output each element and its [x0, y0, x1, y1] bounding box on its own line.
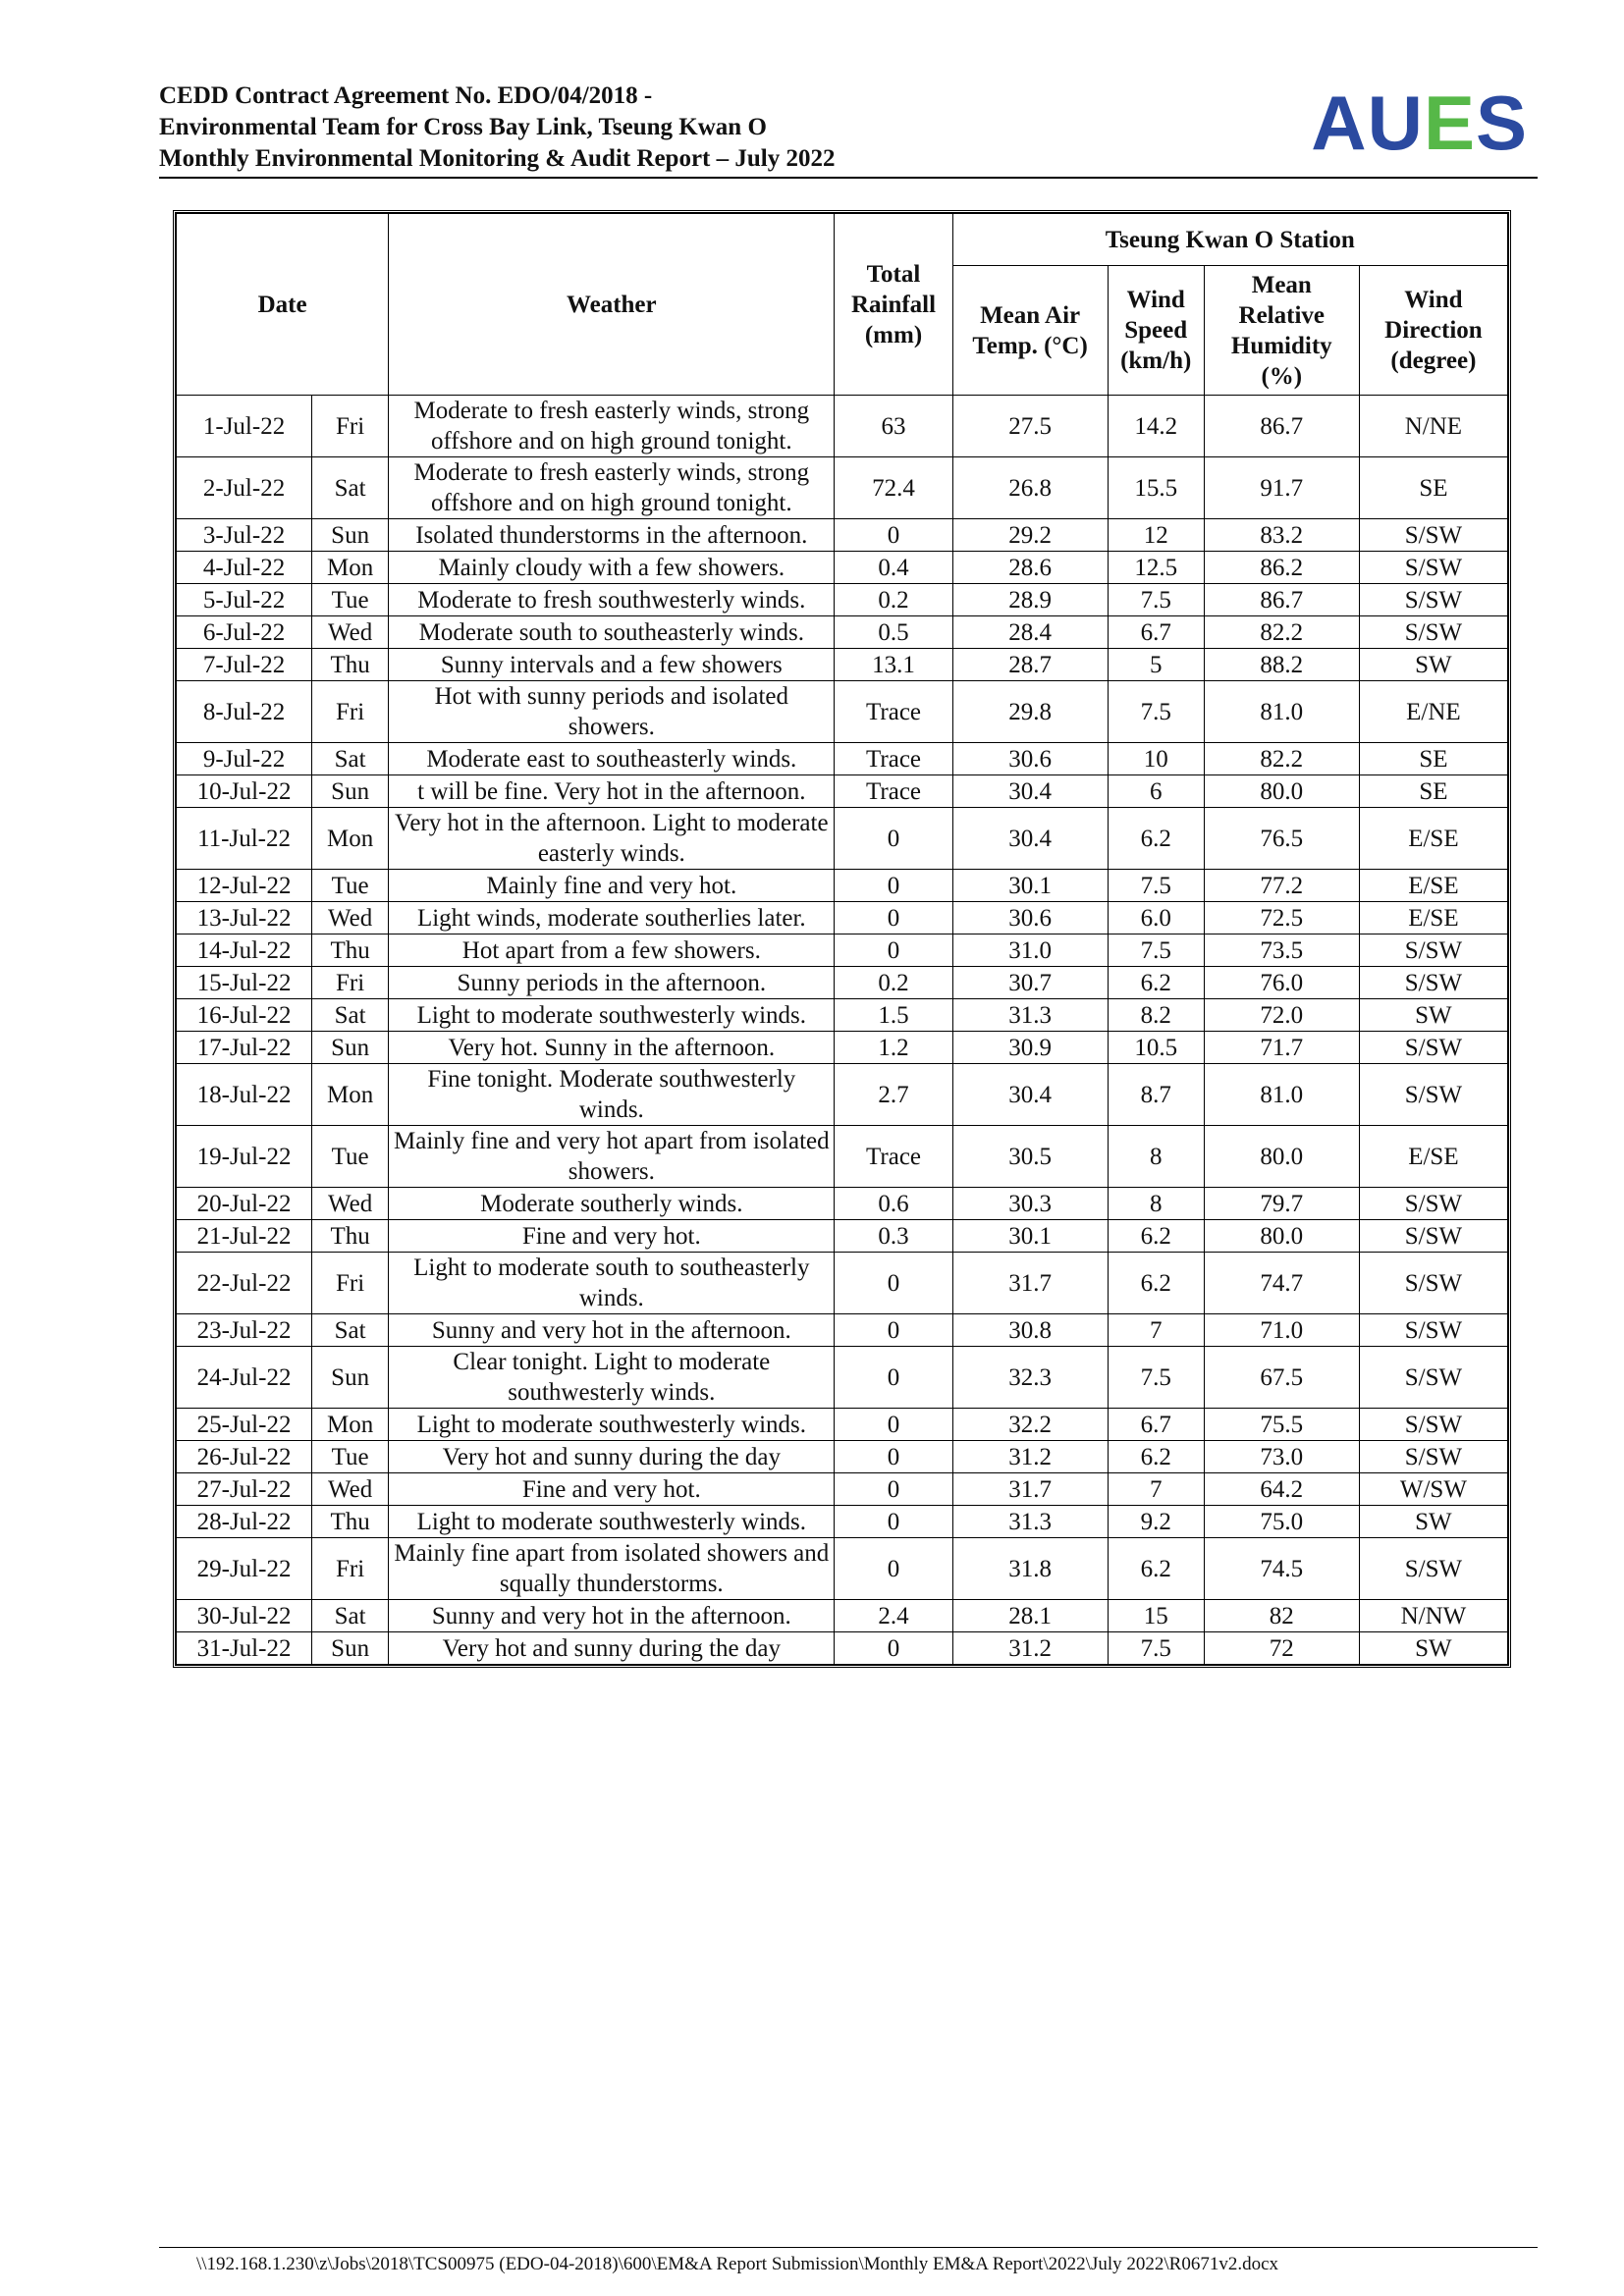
table-row — [177, 967, 1508, 999]
cell-rainfall: 2.7 — [835, 1064, 952, 1126]
cell-wind-speed: 7.5 — [1108, 1347, 1204, 1409]
table-row — [177, 1538, 1508, 1600]
cell-wind-direction: S/SW — [1359, 1253, 1507, 1314]
cell-day: Thu — [312, 649, 389, 681]
cell-rainfall: 13.1 — [835, 649, 952, 681]
header-rainfall: Total Rainfall (mm) — [835, 214, 952, 396]
table-row — [177, 902, 1508, 934]
cell-temp: 30.1 — [952, 1220, 1108, 1253]
cell-humidity: 76.5 — [1204, 808, 1359, 870]
cell-day: Sun — [312, 775, 389, 808]
cell-weather: Moderate to fresh easterly winds, strong offshore and on high ground tonight. — [389, 457, 835, 519]
header-title-block — [159, 80, 835, 175]
table-row — [177, 934, 1508, 967]
cell-date: 5-Jul-22 — [177, 584, 312, 616]
cell-wind-direction: S/SW — [1359, 1032, 1507, 1064]
cell-date: 12-Jul-22 — [177, 870, 312, 902]
cell-rainfall: 1.2 — [835, 1032, 952, 1064]
table-row — [177, 808, 1508, 870]
cell-temp: 31.3 — [952, 999, 1108, 1032]
cell-wind-direction: S/SW — [1359, 552, 1507, 584]
cell-wind-speed: 10.5 — [1108, 1032, 1204, 1064]
cell-rainfall: 0.2 — [835, 967, 952, 999]
cell-wind-direction: SW — [1359, 999, 1507, 1032]
cell-wind-direction: N/NE — [1359, 396, 1507, 457]
cell-humidity: 91.7 — [1204, 457, 1359, 519]
table-row — [177, 1347, 1508, 1409]
cell-wind-speed: 10 — [1108, 743, 1204, 775]
cell-rainfall: 63 — [835, 396, 952, 457]
cell-day: Wed — [312, 1473, 389, 1506]
cell-temp: 30.7 — [952, 967, 1108, 999]
cell-rainfall: 1.5 — [835, 999, 952, 1032]
cell-rainfall: 0.2 — [835, 584, 952, 616]
cell-day: Mon — [312, 552, 389, 584]
cell-day: Mon — [312, 808, 389, 870]
cell-rainfall: 0 — [835, 1347, 952, 1409]
cell-date: 2-Jul-22 — [177, 457, 312, 519]
table-row — [177, 1220, 1508, 1253]
cell-rainfall: 0.5 — [835, 616, 952, 649]
cell-day: Sun — [312, 519, 389, 552]
cell-weather: Mainly cloudy with a few showers. — [389, 552, 835, 584]
cell-day: Sat — [312, 1314, 389, 1347]
cell-humidity: 74.5 — [1204, 1538, 1359, 1600]
cell-day: Wed — [312, 902, 389, 934]
report-header — [159, 80, 1538, 179]
cell-rainfall: Trace — [835, 775, 952, 808]
table-row — [177, 396, 1508, 457]
cell-humidity: 81.0 — [1204, 681, 1359, 743]
cell-wind-direction: E/SE — [1359, 1126, 1507, 1188]
table-row — [177, 1064, 1508, 1126]
cell-wind-direction: S/SW — [1359, 1188, 1507, 1220]
cell-humidity: 71.0 — [1204, 1314, 1359, 1347]
table-body — [177, 396, 1508, 1665]
cell-rainfall: 0 — [835, 1441, 952, 1473]
cell-rainfall: 0 — [835, 1253, 952, 1314]
cell-date: 22-Jul-22 — [177, 1253, 312, 1314]
header-humidity: Mean Relative Humidity (%) — [1204, 266, 1359, 396]
cell-weather: Fine tonight. Moderate southwesterly winds. — [389, 1064, 835, 1126]
cell-day: Sat — [312, 999, 389, 1032]
cell-day: Wed — [312, 1188, 389, 1220]
cell-temp: 30.6 — [952, 743, 1108, 775]
cell-date: 9-Jul-22 — [177, 743, 312, 775]
cell-wind-speed: 7.5 — [1108, 934, 1204, 967]
cell-wind-speed: 6.7 — [1108, 1409, 1204, 1441]
cell-weather: Sunny and very hot in the afternoon. — [389, 1314, 835, 1347]
cell-weather: Mainly fine and very hot. — [389, 870, 835, 902]
cell-date: 25-Jul-22 — [177, 1409, 312, 1441]
cell-wind-speed: 6.0 — [1108, 902, 1204, 934]
cell-date: 26-Jul-22 — [177, 1441, 312, 1473]
cell-date: 24-Jul-22 — [177, 1347, 312, 1409]
cell-wind-speed: 7.5 — [1108, 1632, 1204, 1665]
table-row — [177, 552, 1508, 584]
cell-humidity: 73.5 — [1204, 934, 1359, 967]
cell-temp: 31.3 — [952, 1506, 1108, 1538]
cell-rainfall: 0 — [835, 1314, 952, 1347]
cell-wind-direction: SW — [1359, 649, 1507, 681]
cell-humidity: 82.2 — [1204, 743, 1359, 775]
cell-wind-direction: S/SW — [1359, 1409, 1507, 1441]
cell-day: Tue — [312, 870, 389, 902]
cell-wind-speed: 6.2 — [1108, 1441, 1204, 1473]
table-row — [177, 870, 1508, 902]
header-wind-direction: Wind Direction (degree) — [1359, 266, 1507, 396]
cell-day: Mon — [312, 1064, 389, 1126]
cell-wind-direction: S/SW — [1359, 1064, 1507, 1126]
cell-wind-direction: S/SW — [1359, 934, 1507, 967]
table-row — [177, 1409, 1508, 1441]
cell-wind-speed: 15.5 — [1108, 457, 1204, 519]
cell-rainfall: 0 — [835, 934, 952, 967]
cell-wind-direction: N/NW — [1359, 1600, 1507, 1632]
table-row — [177, 1188, 1508, 1220]
cell-date: 27-Jul-22 — [177, 1473, 312, 1506]
cell-humidity: 72.0 — [1204, 999, 1359, 1032]
cell-temp: 29.2 — [952, 519, 1108, 552]
cell-wind-speed: 7.5 — [1108, 870, 1204, 902]
cell-wind-speed: 6.7 — [1108, 616, 1204, 649]
cell-day: Thu — [312, 1506, 389, 1538]
cell-date: 17-Jul-22 — [177, 1032, 312, 1064]
cell-rainfall: 0.4 — [835, 552, 952, 584]
cell-weather: Fine and very hot. — [389, 1473, 835, 1506]
cell-day: Mon — [312, 1409, 389, 1441]
cell-weather: Very hot in the afternoon. Light to moderate easterly winds. — [389, 808, 835, 870]
table-row — [177, 1632, 1508, 1665]
cell-humidity: 82 — [1204, 1600, 1359, 1632]
cell-temp: 30.1 — [952, 870, 1108, 902]
cell-weather: Light to moderate southwesterly winds. — [389, 1506, 835, 1538]
cell-rainfall: 0 — [835, 870, 952, 902]
cell-day: Wed — [312, 616, 389, 649]
cell-wind-speed: 14.2 — [1108, 396, 1204, 457]
cell-weather: Light to moderate south to southeasterly winds. — [389, 1253, 835, 1314]
cell-rainfall: 2.4 — [835, 1600, 952, 1632]
cell-date: 18-Jul-22 — [177, 1064, 312, 1126]
cell-date: 28-Jul-22 — [177, 1506, 312, 1538]
cell-weather: Hot apart from a few showers. — [389, 934, 835, 967]
cell-wind-speed: 8 — [1108, 1126, 1204, 1188]
cell-weather: Very hot and sunny during the day — [389, 1441, 835, 1473]
cell-wind-speed: 6.2 — [1108, 1220, 1204, 1253]
cell-date: 23-Jul-22 — [177, 1314, 312, 1347]
table-row — [177, 457, 1508, 519]
cell-temp: 31.2 — [952, 1632, 1108, 1665]
cell-date: 1-Jul-22 — [177, 396, 312, 457]
cell-humidity: 72.5 — [1204, 902, 1359, 934]
cell-day: Thu — [312, 934, 389, 967]
cell-date: 19-Jul-22 — [177, 1126, 312, 1188]
header-line-3: Monthly Environmental Monitoring & Audit Report – July 2022 — [159, 145, 836, 172]
cell-date: 21-Jul-22 — [177, 1220, 312, 1253]
cell-date: 8-Jul-22 — [177, 681, 312, 743]
cell-wind-speed: 15 — [1108, 1600, 1204, 1632]
cell-day: Tue — [312, 1126, 389, 1188]
cell-date: 30-Jul-22 — [177, 1600, 312, 1632]
cell-temp: 29.8 — [952, 681, 1108, 743]
cell-wind-speed: 6.2 — [1108, 967, 1204, 999]
table-row — [177, 519, 1508, 552]
cell-rainfall: 0 — [835, 808, 952, 870]
cell-wind-direction: W/SW — [1359, 1473, 1507, 1506]
table-row — [177, 681, 1508, 743]
cell-temp: 30.9 — [952, 1032, 1108, 1064]
footer-divider — [159, 2247, 1538, 2248]
cell-temp: 30.6 — [952, 902, 1108, 934]
cell-humidity: 76.0 — [1204, 967, 1359, 999]
cell-weather: Moderate east to southeasterly winds. — [389, 743, 835, 775]
cell-weather: Isolated thunderstorms in the afternoon. — [389, 519, 835, 552]
table-row — [177, 616, 1508, 649]
cell-temp: 30.8 — [952, 1314, 1108, 1347]
cell-weather: Sunny and very hot in the afternoon. — [389, 1600, 835, 1632]
cell-humidity: 80.0 — [1204, 1126, 1359, 1188]
header-line-1: CEDD Contract Agreement No. EDO/04/2018 - — [159, 82, 653, 109]
footer-file-path: \\192.168.1.230\z\Jobs\2018\TCS00975 (EDO-04-2018)\600\EM&A Report Submission\Monthly EM&A Report\2022\July 2022\R0671v2.docx — [196, 2254, 1279, 2274]
cell-temp: 31.8 — [952, 1538, 1108, 1600]
cell-wind-direction: E/SE — [1359, 808, 1507, 870]
cell-weather: Moderate to fresh easterly winds, strong offshore and on high ground tonight. — [389, 396, 835, 457]
cell-wind-speed: 6.2 — [1108, 808, 1204, 870]
cell-day: Sat — [312, 743, 389, 775]
cell-wind-direction: SE — [1359, 743, 1507, 775]
cell-temp: 26.8 — [952, 457, 1108, 519]
cell-weather: Clear tonight. Light to moderate southwesterly winds. — [389, 1347, 835, 1409]
table-row — [177, 1032, 1508, 1064]
cell-weather: Mainly fine and very hot apart from isolated showers. — [389, 1126, 835, 1188]
table-row — [177, 649, 1508, 681]
cell-temp: 31.7 — [952, 1253, 1108, 1314]
cell-weather: Light winds, moderate southerlies later. — [389, 902, 835, 934]
cell-date: 31-Jul-22 — [177, 1632, 312, 1665]
table-row — [177, 1126, 1508, 1188]
cell-wind-speed: 7.5 — [1108, 681, 1204, 743]
cell-wind-speed: 8.7 — [1108, 1064, 1204, 1126]
cell-day: Sun — [312, 1347, 389, 1409]
header-date: Date — [177, 214, 389, 396]
cell-wind-speed: 9.2 — [1108, 1506, 1204, 1538]
cell-temp: 30.5 — [952, 1126, 1108, 1188]
weather-table — [176, 213, 1508, 1665]
cell-date: 10-Jul-22 — [177, 775, 312, 808]
cell-temp: 30.4 — [952, 808, 1108, 870]
cell-humidity: 71.7 — [1204, 1032, 1359, 1064]
cell-temp: 31.0 — [952, 934, 1108, 967]
cell-weather: Light to moderate southwesterly winds. — [389, 1409, 835, 1441]
weather-table-frame — [173, 210, 1511, 1668]
cell-rainfall: Trace — [835, 1126, 952, 1188]
cell-date: 16-Jul-22 — [177, 999, 312, 1032]
cell-humidity: 81.0 — [1204, 1064, 1359, 1126]
cell-temp: 32.2 — [952, 1409, 1108, 1441]
cell-date: 20-Jul-22 — [177, 1188, 312, 1220]
table-row — [177, 1506, 1508, 1538]
cell-rainfall: 0 — [835, 1632, 952, 1665]
cell-weather: Mainly fine apart from isolated showers and squally thunderstorms. — [389, 1538, 835, 1600]
cell-wind-speed: 6.2 — [1108, 1538, 1204, 1600]
cell-temp: 30.4 — [952, 1064, 1108, 1126]
cell-humidity: 67.5 — [1204, 1347, 1359, 1409]
cell-date: 3-Jul-22 — [177, 519, 312, 552]
cell-weather: Hot with sunny periods and isolated showers. — [389, 681, 835, 743]
cell-rainfall: 0.3 — [835, 1220, 952, 1253]
cell-humidity: 75.0 — [1204, 1506, 1359, 1538]
cell-rainfall: 0 — [835, 902, 952, 934]
cell-day: Fri — [312, 681, 389, 743]
cell-rainfall: 0 — [835, 1409, 952, 1441]
cell-humidity: 74.7 — [1204, 1253, 1359, 1314]
cell-temp: 30.4 — [952, 775, 1108, 808]
cell-day: Sat — [312, 457, 389, 519]
cell-date: 14-Jul-22 — [177, 934, 312, 967]
cell-humidity: 77.2 — [1204, 870, 1359, 902]
cell-wind-speed: 5 — [1108, 649, 1204, 681]
cell-rainfall: 0.6 — [835, 1188, 952, 1220]
cell-temp: 28.6 — [952, 552, 1108, 584]
cell-day: Sun — [312, 1632, 389, 1665]
cell-wind-direction: S/SW — [1359, 519, 1507, 552]
cell-day: Fri — [312, 396, 389, 457]
cell-wind-direction: S/SW — [1359, 967, 1507, 999]
header-station: Tseung Kwan O Station — [952, 214, 1507, 266]
cell-wind-direction: SW — [1359, 1506, 1507, 1538]
cell-day: Fri — [312, 1538, 389, 1600]
cell-wind-speed: 6.2 — [1108, 1253, 1204, 1314]
cell-temp: 28.1 — [952, 1600, 1108, 1632]
cell-humidity: 80.0 — [1204, 1220, 1359, 1253]
cell-weather: Very hot and sunny during the day — [389, 1632, 835, 1665]
cell-day: Tue — [312, 1441, 389, 1473]
cell-wind-direction: E/NE — [1359, 681, 1507, 743]
cell-temp: 31.7 — [952, 1473, 1108, 1506]
cell-wind-speed: 8 — [1108, 1188, 1204, 1220]
cell-wind-speed: 12.5 — [1108, 552, 1204, 584]
cell-weather: Moderate to fresh southwesterly winds. — [389, 584, 835, 616]
table-row — [177, 775, 1508, 808]
cell-temp: 30.3 — [952, 1188, 1108, 1220]
cell-humidity: 79.7 — [1204, 1188, 1359, 1220]
cell-day: Sun — [312, 1032, 389, 1064]
cell-temp: 28.7 — [952, 649, 1108, 681]
header-temp: Mean Air Temp. (°C) — [952, 266, 1108, 396]
cell-wind-speed: 7.5 — [1108, 584, 1204, 616]
cell-wind-speed: 6 — [1108, 775, 1204, 808]
cell-rainfall: Trace — [835, 743, 952, 775]
cell-temp: 28.9 — [952, 584, 1108, 616]
cell-weather: Sunny periods in the afternoon. — [389, 967, 835, 999]
cell-date: 29-Jul-22 — [177, 1538, 312, 1600]
cell-weather: Light to moderate southwesterly winds. — [389, 999, 835, 1032]
cell-day: Fri — [312, 1253, 389, 1314]
cell-weather: t will be fine. Very hot in the afternoon. — [389, 775, 835, 808]
table-row — [177, 999, 1508, 1032]
cell-humidity: 86.7 — [1204, 584, 1359, 616]
cell-wind-direction: S/SW — [1359, 1220, 1507, 1253]
cell-humidity: 72 — [1204, 1632, 1359, 1665]
cell-humidity: 86.2 — [1204, 552, 1359, 584]
cell-wind-direction: S/SW — [1359, 1347, 1507, 1409]
cell-wind-direction: SW — [1359, 1632, 1507, 1665]
table-row — [177, 1314, 1508, 1347]
cell-wind-direction: S/SW — [1359, 1538, 1507, 1600]
cell-wind-speed: 8.2 — [1108, 999, 1204, 1032]
cell-temp: 32.3 — [952, 1347, 1108, 1409]
cell-wind-direction: SE — [1359, 775, 1507, 808]
cell-wind-speed: 12 — [1108, 519, 1204, 552]
cell-date: 4-Jul-22 — [177, 552, 312, 584]
cell-humidity: 88.2 — [1204, 649, 1359, 681]
cell-wind-direction: SE — [1359, 457, 1507, 519]
cell-day: Fri — [312, 967, 389, 999]
cell-humidity: 80.0 — [1204, 775, 1359, 808]
cell-rainfall: 0 — [835, 1538, 952, 1600]
table-row — [177, 584, 1508, 616]
cell-weather: Fine and very hot. — [389, 1220, 835, 1253]
cell-humidity: 82.2 — [1204, 616, 1359, 649]
cell-date: 13-Jul-22 — [177, 902, 312, 934]
cell-date: 15-Jul-22 — [177, 967, 312, 999]
table-row — [177, 743, 1508, 775]
cell-wind-speed: 7 — [1108, 1314, 1204, 1347]
header-line-2: Environmental Team for Cross Bay Link, Tseung Kwan O — [159, 114, 767, 140]
cell-day: Thu — [312, 1220, 389, 1253]
cell-wind-direction: S/SW — [1359, 616, 1507, 649]
cell-rainfall: 0 — [835, 1506, 952, 1538]
cell-wind-direction: E/SE — [1359, 870, 1507, 902]
cell-rainfall: 0 — [835, 1473, 952, 1506]
cell-humidity: 83.2 — [1204, 519, 1359, 552]
cell-wind-direction: S/SW — [1359, 1314, 1507, 1347]
table-row — [177, 1253, 1508, 1314]
cell-weather: Sunny intervals and a few showers — [389, 649, 835, 681]
cell-wind-direction: S/SW — [1359, 1441, 1507, 1473]
cell-weather: Moderate south to southeasterly winds. — [389, 616, 835, 649]
cell-weather: Moderate southerly winds. — [389, 1188, 835, 1220]
cell-date: 6-Jul-22 — [177, 616, 312, 649]
cell-rainfall: Trace — [835, 681, 952, 743]
cell-day: Tue — [312, 584, 389, 616]
cell-temp: 28.4 — [952, 616, 1108, 649]
cell-temp: 31.2 — [952, 1441, 1108, 1473]
cell-day: Sat — [312, 1600, 389, 1632]
cell-rainfall: 0 — [835, 519, 952, 552]
cell-wind-direction: S/SW — [1359, 584, 1507, 616]
cell-rainfall: 72.4 — [835, 457, 952, 519]
header-wind-speed: Wind Speed (km/h) — [1108, 266, 1204, 396]
aues-logo: AUES — [1311, 80, 1528, 166]
table-row — [177, 1473, 1508, 1506]
table-row — [177, 1441, 1508, 1473]
table-row — [177, 1600, 1508, 1632]
cell-humidity: 75.5 — [1204, 1409, 1359, 1441]
cell-date: 7-Jul-22 — [177, 649, 312, 681]
cell-temp: 27.5 — [952, 396, 1108, 457]
cell-date: 11-Jul-22 — [177, 808, 312, 870]
header-weather: Weather — [389, 214, 835, 396]
cell-humidity: 86.7 — [1204, 396, 1359, 457]
cell-humidity: 73.0 — [1204, 1441, 1359, 1473]
cell-wind-speed: 7 — [1108, 1473, 1204, 1506]
cell-wind-direction: E/SE — [1359, 902, 1507, 934]
cell-weather: Very hot. Sunny in the afternoon. — [389, 1032, 835, 1064]
cell-humidity: 64.2 — [1204, 1473, 1359, 1506]
